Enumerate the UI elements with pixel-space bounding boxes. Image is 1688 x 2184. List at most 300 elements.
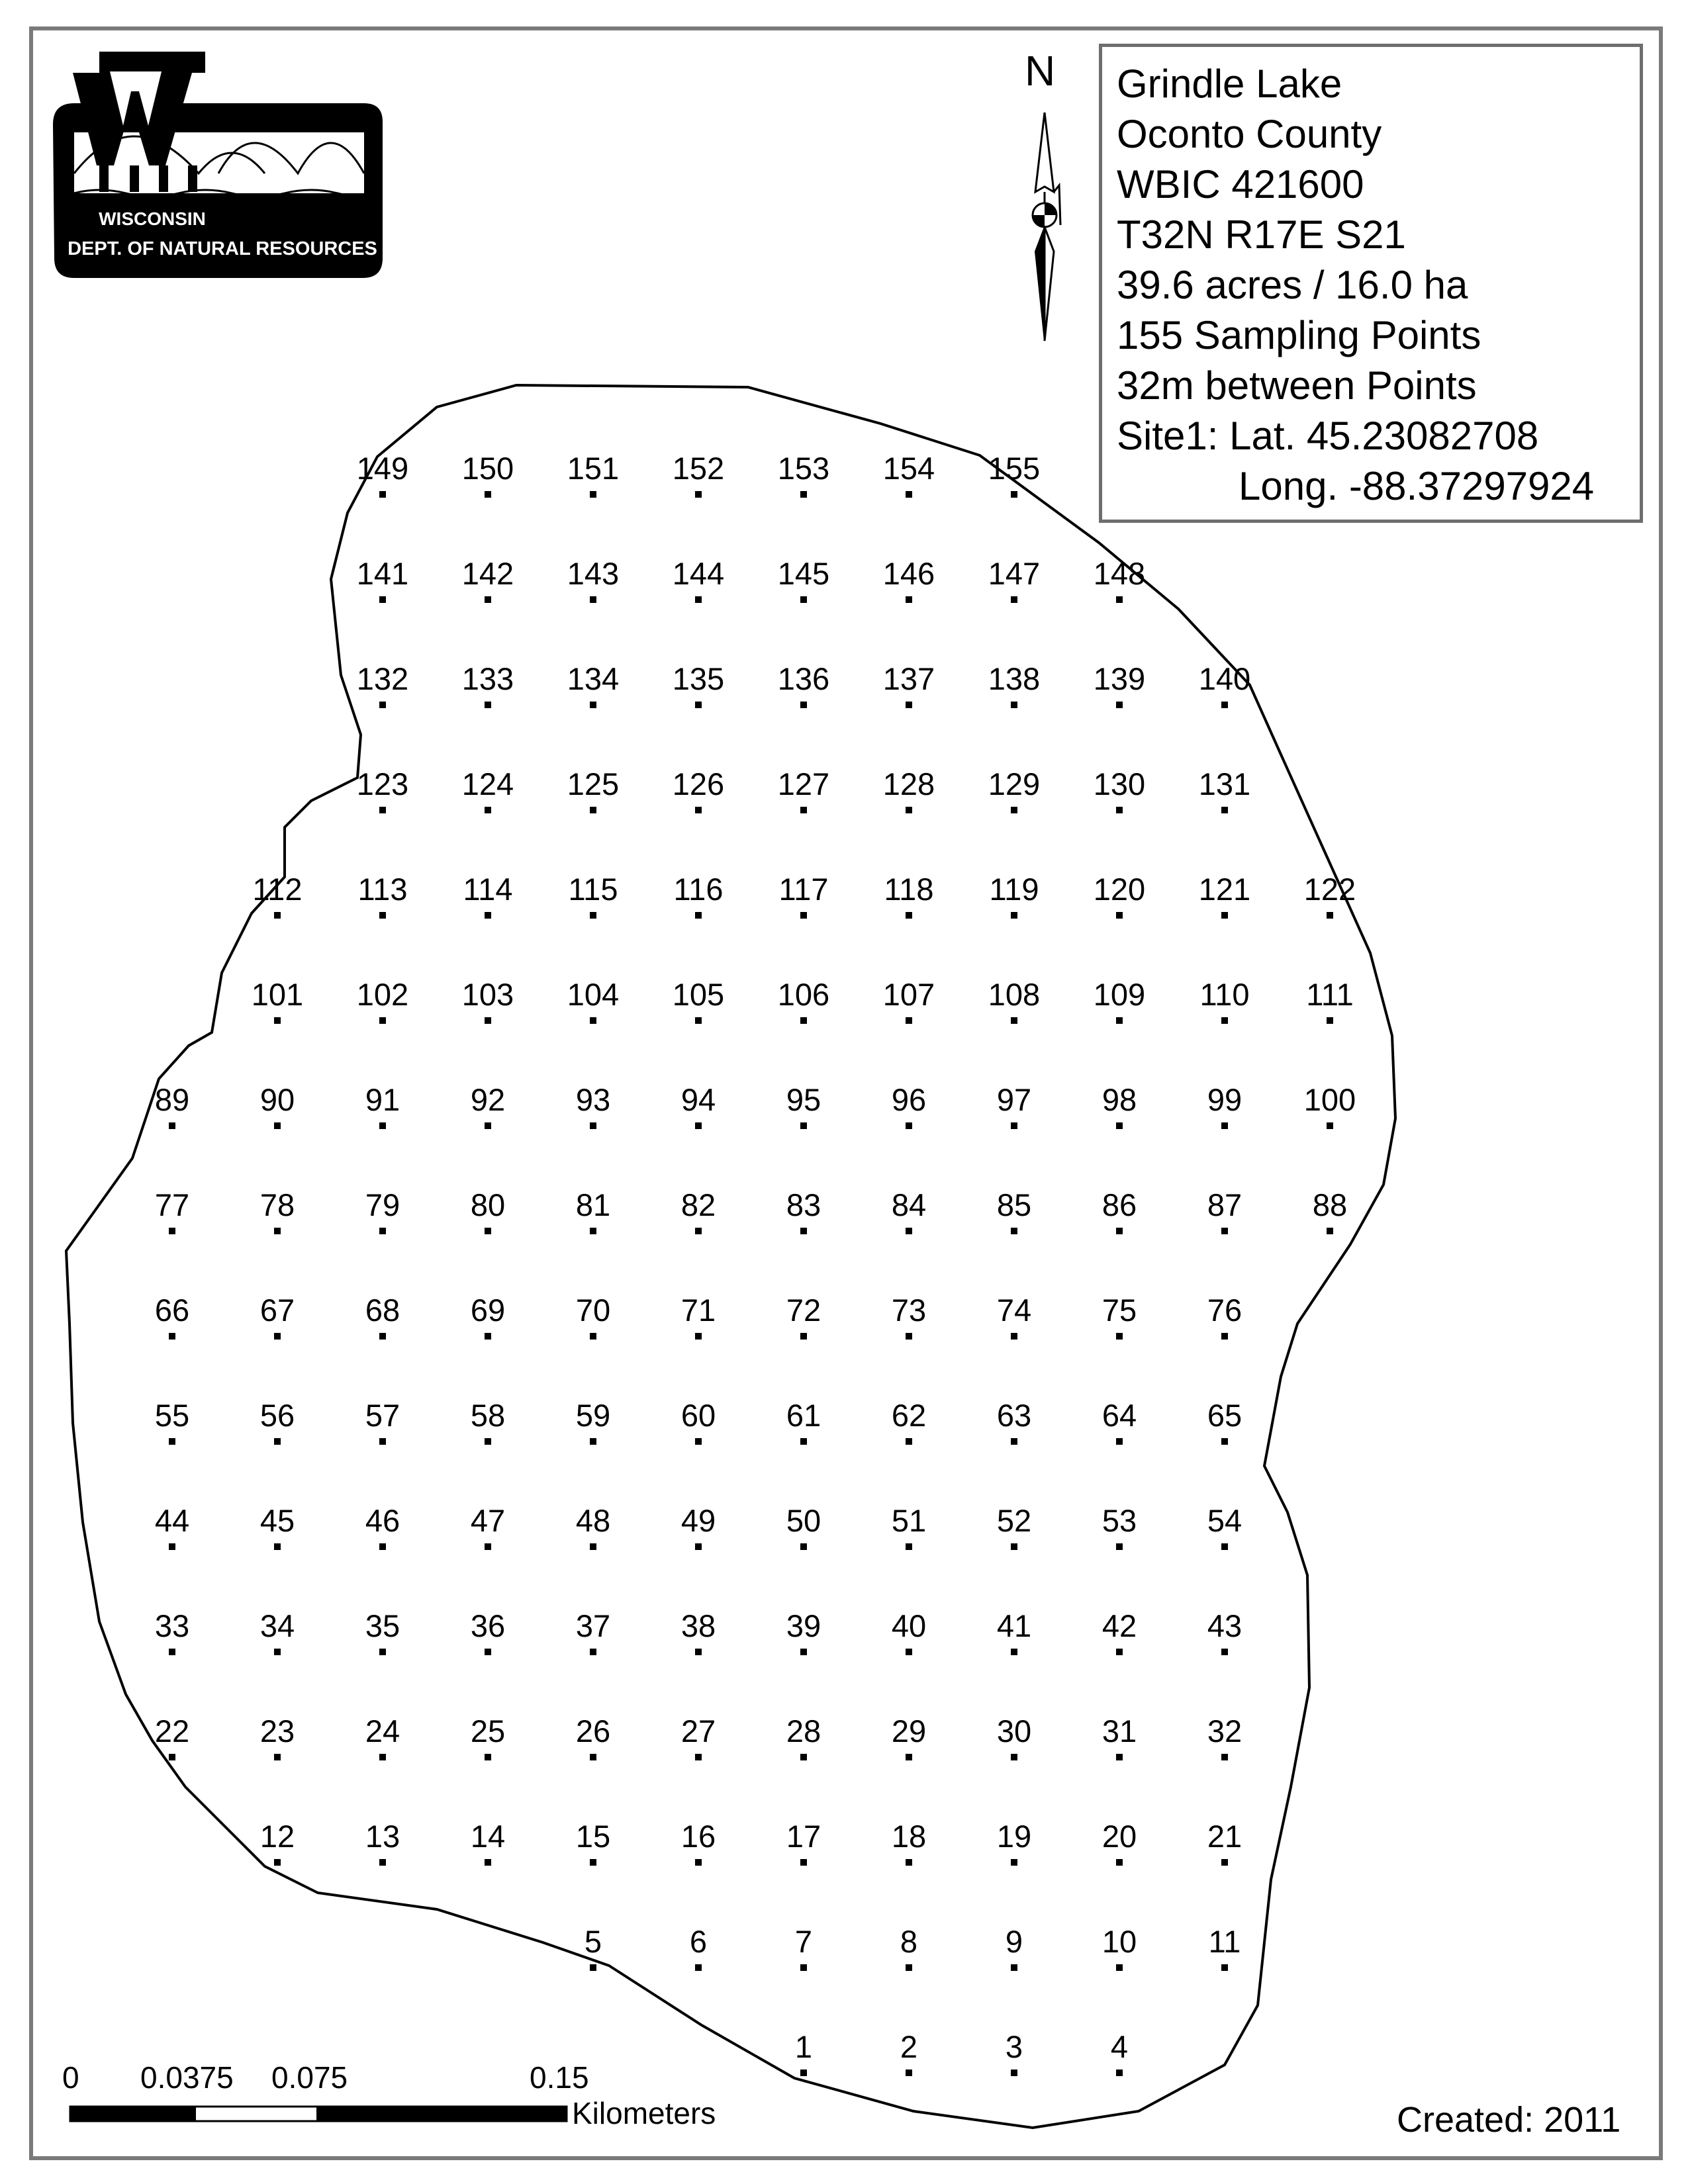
sampling-point-label: 40 [891, 1608, 927, 1643]
sampling-point-label: 50 [786, 1503, 821, 1538]
sampling-point-label: 108 [988, 977, 1041, 1012]
sampling-point-marker [1221, 1859, 1228, 1866]
sampling-point-label: 83 [786, 1187, 821, 1222]
sampling-point-marker [169, 1438, 175, 1445]
sampling-point-marker [800, 1754, 807, 1760]
sampling-point-label: 2 [900, 2029, 918, 2064]
sampling-point-marker [1011, 1228, 1017, 1234]
sampling-point-label: 85 [996, 1187, 1032, 1222]
sampling-point-marker [906, 2070, 912, 2076]
sampling-point-marker [590, 1333, 596, 1340]
sampling-point-label: 148 [1093, 556, 1146, 591]
sampling-point-label: 23 [259, 1713, 295, 1749]
sampling-point-marker [695, 1122, 702, 1129]
sampling-point-marker [695, 1017, 702, 1024]
sampling-point-label: 111 [1306, 977, 1354, 1012]
sampling-point-marker [1221, 702, 1228, 708]
sampling-point-label: 27 [680, 1713, 716, 1749]
sampling-point-label: 141 [356, 556, 409, 591]
sampling-point-label: 9 [1005, 1924, 1023, 1959]
sampling-point-label: 24 [365, 1713, 400, 1749]
sampling-point-marker [906, 1754, 912, 1760]
sampling-point-marker [1221, 1543, 1228, 1550]
sampling-point-label: 124 [461, 766, 514, 801]
sampling-point-label: 129 [988, 766, 1041, 801]
sampling-point-marker [590, 1859, 596, 1866]
sampling-point-marker [379, 1228, 386, 1234]
sampling-point-label: 106 [777, 977, 830, 1012]
sampling-point-label: 45 [259, 1503, 295, 1538]
sampling-point-label: 44 [154, 1503, 190, 1538]
sampling-point-label: 151 [567, 451, 620, 486]
sampling-point-marker [906, 1333, 912, 1340]
sampling-point-marker [1327, 1017, 1333, 1024]
sampling-point-marker [800, 491, 807, 498]
sampling-point-label: 147 [988, 556, 1041, 591]
sampling-point-label: 105 [672, 977, 725, 1012]
sampling-point-marker [906, 596, 912, 603]
sampling-point-marker [379, 1543, 386, 1550]
lake-name: Grindle Lake [1117, 62, 1342, 106]
sampling-point-marker [695, 1964, 702, 1971]
sampling-point-marker [1327, 912, 1333, 919]
sampling-point-marker [1221, 1754, 1228, 1760]
sampling-point-marker [485, 1543, 491, 1550]
sampling-point-label: 94 [680, 1082, 716, 1117]
sampling-point-marker [590, 491, 596, 498]
sampling-point-label: 3 [1005, 2029, 1023, 2064]
sampling-point-marker [695, 1859, 702, 1866]
sampling-point-label: 150 [461, 451, 514, 486]
sampling-point-marker [485, 807, 491, 813]
sampling-point-label: 20 [1102, 1819, 1137, 1854]
sampling-point-marker [906, 1122, 912, 1129]
sampling-point-marker [1011, 1438, 1017, 1445]
sampling-point-label: 149 [356, 451, 409, 486]
sampling-point-marker [1011, 1859, 1017, 1866]
sampling-point-label: 127 [777, 766, 830, 801]
sampling-point-marker [485, 912, 491, 919]
county: Oconto County [1117, 112, 1382, 156]
sampling-point-marker [1221, 807, 1228, 813]
map-info-box [1099, 44, 1643, 523]
logo-agency-line2: DEPT. OF NATURAL RESOURCES [68, 238, 377, 259]
sampling-point-marker [274, 1859, 281, 1866]
sampling-point-marker [1116, 1333, 1123, 1340]
lake-area: 39.6 acres / 16.0 ha [1117, 263, 1468, 307]
sampling-point-label: 154 [882, 451, 935, 486]
sampling-point-marker [169, 1754, 175, 1760]
sampling-point-label: 134 [567, 661, 620, 696]
sampling-point-marker [485, 596, 491, 603]
sampling-point-marker [695, 596, 702, 603]
site-longitude: Long. -88.37297924 [1239, 464, 1595, 508]
sampling-point-marker [274, 1017, 281, 1024]
point-spacing: 32m between Points [1117, 363, 1477, 408]
sampling-point-marker [800, 702, 807, 708]
sampling-point-marker [169, 1543, 175, 1550]
sampling-point-label: 14 [470, 1819, 506, 1854]
sampling-point-label: 142 [461, 556, 514, 591]
sampling-point-marker [485, 491, 491, 498]
sampling-point-label: 32 [1207, 1713, 1243, 1749]
sampling-point-label: 28 [786, 1713, 821, 1749]
sampling-point-marker [379, 1333, 386, 1340]
sampling-point-marker [1011, 1333, 1017, 1340]
sampling-point-label: 138 [988, 661, 1041, 696]
sampling-point-label: 49 [680, 1503, 716, 1538]
sampling-point-marker [695, 807, 702, 813]
sampling-point-marker [1221, 1438, 1228, 1445]
sampling-point-label: 16 [680, 1819, 716, 1854]
sampling-point-marker [169, 1333, 175, 1340]
sampling-point-label: 64 [1102, 1398, 1137, 1433]
sampling-point-label: 143 [567, 556, 620, 591]
sampling-point-marker [485, 1228, 491, 1234]
sampling-point-marker [800, 1543, 807, 1550]
sampling-point-marker [1116, 1438, 1123, 1445]
sampling-point-marker [695, 491, 702, 498]
sampling-point-label: 82 [680, 1187, 716, 1222]
sampling-point-marker [695, 1754, 702, 1760]
sampling-point-marker [590, 1754, 596, 1760]
sampling-point-label: 29 [891, 1713, 927, 1749]
logo-agency-line1: WISCONSIN [99, 208, 206, 229]
sampling-point-marker [1011, 1649, 1017, 1655]
sampling-point-label: 153 [777, 451, 830, 486]
sampling-point-label: 89 [154, 1082, 190, 1117]
sampling-point-marker [274, 1438, 281, 1445]
sampling-point-label: 35 [365, 1608, 400, 1643]
sampling-point-label: 63 [996, 1398, 1032, 1433]
sampling-point-marker [274, 1754, 281, 1760]
sampling-point-marker [274, 1228, 281, 1234]
sampling-point-label: 36 [470, 1608, 506, 1643]
sampling-point-marker [800, 1333, 807, 1340]
sampling-point-label: 18 [891, 1819, 927, 1854]
sampling-point-marker [1011, 491, 1017, 498]
sampling-point-marker [906, 702, 912, 708]
sampling-point-marker [695, 1438, 702, 1445]
sampling-point-label: 67 [259, 1293, 295, 1328]
sampling-point-label: 48 [575, 1503, 611, 1538]
sampling-point-label: 12 [259, 1819, 295, 1854]
sampling-point-marker [1116, 1017, 1123, 1024]
sampling-point-label: 6 [689, 1924, 708, 1959]
sampling-points-count: 155 Sampling Points [1117, 313, 1481, 357]
sampling-point-marker [485, 1438, 491, 1445]
sampling-point-marker [1116, 1964, 1123, 1971]
sampling-point-marker [695, 1543, 702, 1550]
sampling-point-label: 56 [259, 1398, 295, 1433]
sampling-point-label: 75 [1102, 1293, 1137, 1328]
sampling-point-marker [590, 1964, 596, 1971]
sampling-point-label: 100 [1303, 1082, 1356, 1117]
sampling-point-marker [169, 1228, 175, 1234]
sampling-point-label: 71 [680, 1293, 716, 1328]
sampling-point-marker [379, 912, 386, 919]
sampling-point-marker [485, 1649, 491, 1655]
sampling-point-marker [1116, 1859, 1123, 1866]
sampling-point-label: 58 [470, 1398, 506, 1433]
sampling-point-label: 86 [1102, 1187, 1137, 1222]
sampling-point-marker [169, 1649, 175, 1655]
sampling-point-label: 126 [672, 766, 725, 801]
sampling-point-label: 10 [1102, 1924, 1137, 1959]
sampling-point-marker [800, 1122, 807, 1129]
sampling-point-label: 90 [259, 1082, 295, 1117]
sampling-point-marker [590, 1228, 596, 1234]
sampling-point-label: 37 [575, 1608, 611, 1643]
sampling-point-marker [1011, 1543, 1017, 1550]
sampling-point-label: 30 [996, 1713, 1032, 1749]
sampling-point-marker [1116, 1543, 1123, 1550]
created-credit: Created: 2011 [1397, 2100, 1621, 2140]
sampling-point-label: 113 [357, 872, 408, 907]
scale-unit: Kilometers [572, 2096, 716, 2130]
sampling-point-label: 80 [470, 1187, 506, 1222]
sampling-point-marker [695, 702, 702, 708]
north-arrow-icon [1033, 113, 1060, 341]
sampling-point-marker [1011, 1964, 1017, 1971]
sampling-point-marker [1011, 2070, 1017, 2076]
sampling-point-marker [800, 2070, 807, 2076]
sampling-point-marker [1116, 2070, 1123, 2076]
sampling-point-label: 5 [584, 1924, 602, 1959]
sampling-point-marker [1221, 1017, 1228, 1024]
sampling-point-label: 118 [884, 872, 934, 907]
scale-tick-2: 0.075 [271, 2060, 348, 2095]
sampling-point-label: 11 [1208, 1924, 1241, 1959]
sampling-point-marker [1116, 596, 1123, 603]
sampling-point-label: 60 [680, 1398, 716, 1433]
sampling-point-marker [1116, 702, 1123, 708]
sampling-point-label: 144 [672, 556, 725, 591]
sampling-point-label: 130 [1093, 766, 1146, 801]
sampling-point-marker [274, 1122, 281, 1129]
site-latitude: Site1: Lat. 45.23082708 [1117, 414, 1539, 458]
sampling-point-label: 122 [1303, 872, 1356, 907]
sampling-point-label: 120 [1093, 872, 1146, 907]
sampling-point-label: 102 [356, 977, 409, 1012]
sampling-point-label: 34 [259, 1608, 295, 1643]
sampling-point-label: 95 [786, 1082, 821, 1117]
sampling-point-label: 117 [778, 872, 829, 907]
scale-bar [70, 2107, 567, 2121]
scale-tick-3: 0.15 [530, 2060, 589, 2095]
sampling-point-label: 65 [1207, 1398, 1243, 1433]
sampling-point-label: 123 [356, 766, 409, 801]
sampling-point-marker [169, 1122, 175, 1129]
sampling-point-label: 55 [154, 1398, 190, 1433]
sampling-point-marker [1116, 912, 1123, 919]
sampling-point-marker [695, 912, 702, 919]
sampling-point-label: 96 [891, 1082, 927, 1117]
sampling-point-label: 1 [794, 2029, 813, 2064]
sampling-point-marker [1116, 1649, 1123, 1655]
sampling-point-label: 91 [365, 1082, 400, 1117]
sampling-point-label: 132 [356, 661, 409, 696]
sampling-point-label: 97 [996, 1082, 1032, 1117]
sampling-point-label: 53 [1102, 1503, 1137, 1538]
sampling-point-label: 112 [252, 872, 303, 907]
sampling-point-label: 140 [1198, 661, 1251, 696]
sampling-point-label: 79 [365, 1187, 400, 1222]
sampling-point-label: 146 [882, 556, 935, 591]
sampling-point-marker [379, 1122, 386, 1129]
sampling-point-label: 69 [470, 1293, 506, 1328]
sampling-point-label: 7 [794, 1924, 813, 1959]
sampling-point-marker [1327, 1228, 1333, 1234]
sampling-point-marker [379, 1754, 386, 1760]
sampling-point-marker [1116, 1228, 1123, 1234]
sampling-point-label: 17 [786, 1819, 821, 1854]
lake-shoreline [66, 385, 1395, 2128]
sampling-point-label: 22 [154, 1713, 190, 1749]
township-range-section: T32N R17E S21 [1117, 212, 1406, 257]
sampling-point-label: 98 [1102, 1082, 1137, 1117]
sampling-point-label: 4 [1110, 2029, 1129, 2064]
sampling-point-marker [1221, 1228, 1228, 1234]
sampling-point-marker [906, 1017, 912, 1024]
wbic: WBIC 421600 [1117, 162, 1364, 206]
sampling-point-label: 43 [1207, 1608, 1243, 1643]
sampling-grid [155, 451, 1356, 2076]
sampling-point-marker [1011, 1017, 1017, 1024]
sampling-point-marker [590, 1122, 596, 1129]
sampling-point-marker [379, 1859, 386, 1866]
dnr-logo [53, 52, 383, 278]
sampling-point-marker [1327, 1122, 1333, 1129]
sampling-point-label: 88 [1312, 1187, 1348, 1222]
sampling-point-label: 46 [365, 1503, 400, 1538]
sampling-point-marker [906, 491, 912, 498]
sampling-point-marker [800, 912, 807, 919]
sampling-point-label: 42 [1102, 1608, 1137, 1643]
sampling-point-label: 72 [786, 1293, 821, 1328]
sampling-point-label: 33 [154, 1608, 190, 1643]
sampling-point-marker [590, 1438, 596, 1445]
sampling-point-marker [485, 1754, 491, 1760]
sampling-point-label: 25 [470, 1713, 506, 1749]
sampling-point-label: 38 [680, 1608, 716, 1643]
sampling-point-label: 66 [154, 1293, 190, 1328]
sampling-point-marker [379, 1017, 386, 1024]
sampling-point-label: 77 [154, 1187, 190, 1222]
sampling-point-marker [485, 1122, 491, 1129]
sampling-point-label: 121 [1198, 872, 1251, 907]
sampling-point-marker [800, 1017, 807, 1024]
sampling-point-marker [1116, 1754, 1123, 1760]
sampling-point-marker [590, 912, 596, 919]
sampling-point-marker [906, 1859, 912, 1866]
sampling-point-label: 99 [1207, 1082, 1243, 1117]
sampling-point-label: 51 [891, 1503, 927, 1538]
sampling-point-label: 52 [996, 1503, 1032, 1538]
sampling-point-marker [800, 1228, 807, 1234]
sampling-point-marker [800, 1964, 807, 1971]
sampling-point-marker [906, 912, 912, 919]
sampling-point-label: 103 [461, 977, 514, 1012]
sampling-point-marker [695, 1649, 702, 1655]
sampling-point-label: 87 [1207, 1187, 1243, 1222]
sampling-point-marker [906, 1228, 912, 1234]
sampling-point-marker [695, 1333, 702, 1340]
sampling-point-label: 13 [365, 1819, 400, 1854]
sampling-point-label: 128 [882, 766, 935, 801]
sampling-point-marker [1221, 1333, 1228, 1340]
sampling-point-label: 74 [996, 1293, 1032, 1328]
sampling-point-marker [274, 1649, 281, 1655]
sampling-point-label: 59 [575, 1398, 611, 1433]
sampling-point-label: 76 [1207, 1293, 1243, 1328]
sampling-point-marker [906, 1649, 912, 1655]
sampling-point-label: 41 [996, 1608, 1032, 1643]
sampling-point-label: 139 [1093, 661, 1146, 696]
sampling-point-marker [1116, 1122, 1123, 1129]
sampling-point-marker [590, 702, 596, 708]
sampling-point-label: 19 [996, 1819, 1032, 1854]
sampling-point-marker [590, 807, 596, 813]
sampling-point-marker [800, 1649, 807, 1655]
sampling-point-label: 62 [891, 1398, 927, 1433]
sampling-point-marker [379, 1649, 386, 1655]
sampling-point-marker [379, 1438, 386, 1445]
sampling-point-label: 61 [786, 1398, 821, 1433]
sampling-point-label: 26 [575, 1713, 611, 1749]
sampling-point-marker [485, 1859, 491, 1866]
sampling-point-marker [906, 807, 912, 813]
sampling-point-marker [800, 807, 807, 813]
sampling-point-label: 81 [575, 1187, 611, 1222]
sampling-point-label: 137 [882, 661, 935, 696]
sampling-point-label: 115 [568, 872, 618, 907]
sampling-point-label: 70 [575, 1293, 611, 1328]
sampling-point-label: 104 [567, 977, 620, 1012]
sampling-point-marker [590, 1017, 596, 1024]
scale-tick-0: 0 [62, 2060, 79, 2095]
sampling-point-label: 68 [365, 1293, 400, 1328]
sampling-point-marker [1116, 807, 1123, 813]
sampling-point-marker [800, 1859, 807, 1866]
sampling-point-label: 109 [1093, 977, 1146, 1012]
sampling-point-marker [1011, 1122, 1017, 1129]
sampling-point-label: 54 [1207, 1503, 1243, 1538]
sampling-point-label: 15 [575, 1819, 611, 1854]
sampling-point-label: 84 [891, 1187, 927, 1222]
sampling-point-marker [1221, 912, 1228, 919]
sampling-point-label: 125 [567, 766, 620, 801]
sampling-point-marker [1011, 912, 1017, 919]
sampling-point-label: 110 [1199, 977, 1250, 1012]
sampling-point-marker [1011, 596, 1017, 603]
sampling-point-label: 135 [672, 661, 725, 696]
sampling-point-marker [906, 1438, 912, 1445]
sampling-point-marker [906, 1964, 912, 1971]
sampling-point-label: 131 [1198, 766, 1251, 801]
sampling-point-label: 31 [1102, 1713, 1137, 1749]
sampling-point-marker [379, 596, 386, 603]
sampling-point-marker [590, 1649, 596, 1655]
sampling-point-label: 116 [673, 872, 724, 907]
sampling-point-marker [1011, 807, 1017, 813]
sampling-point-marker [485, 1333, 491, 1340]
sampling-point-label: 136 [777, 661, 830, 696]
sampling-point-label: 92 [470, 1082, 506, 1117]
sampling-point-label: 78 [259, 1187, 295, 1222]
scale-tick-1: 0.0375 [140, 2060, 234, 2095]
sampling-point-marker [1221, 1649, 1228, 1655]
